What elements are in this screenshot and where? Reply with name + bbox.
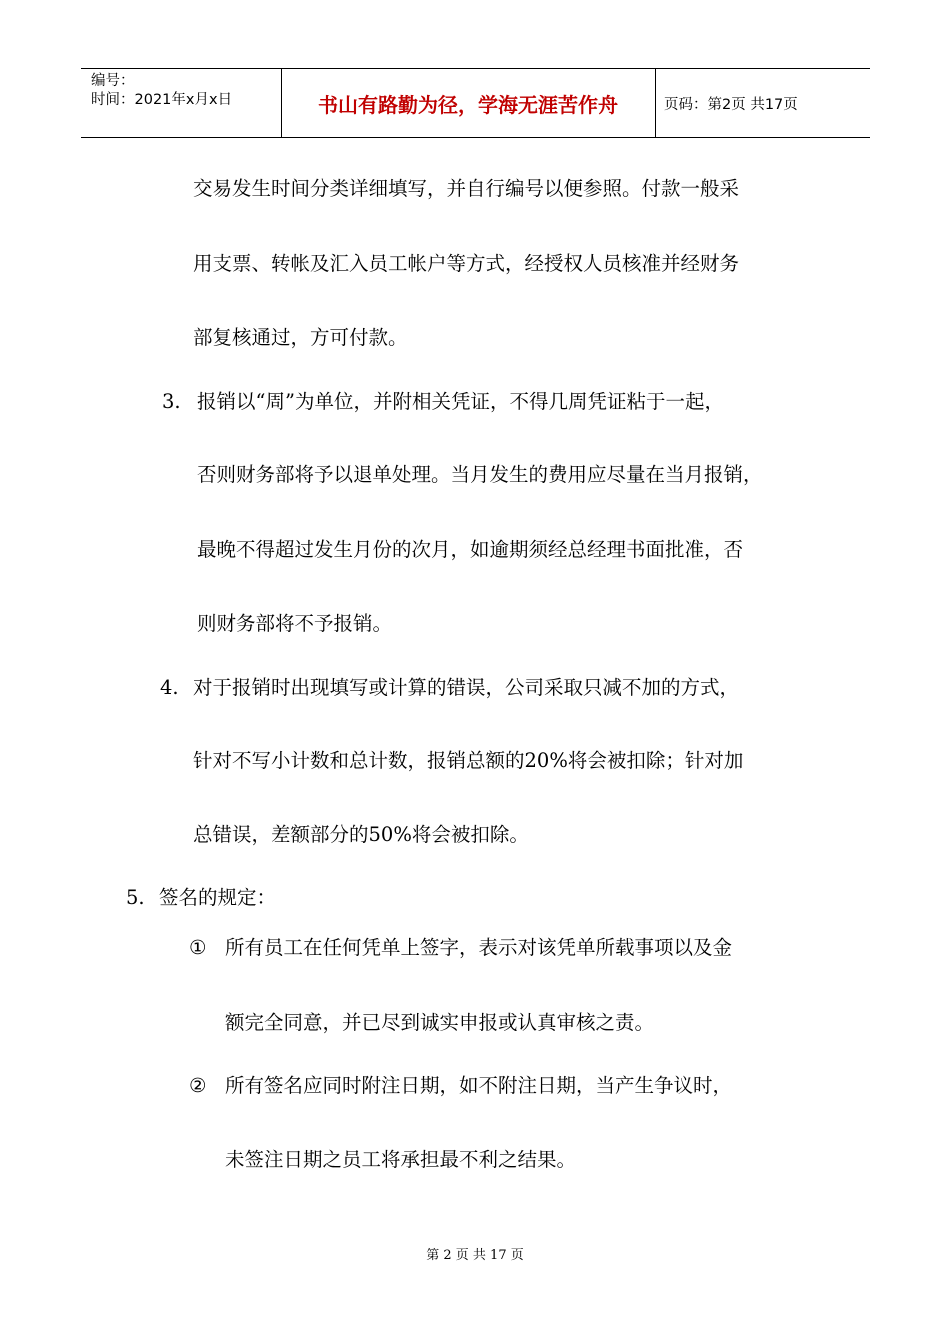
text-line: 所有签名应同时附注日期，如不附注日期，当产生争议时， xyxy=(225,1074,733,1097)
item-number: 4. xyxy=(160,676,179,699)
header-motto: 书山有路勤为径，学海无涯苦作舟 xyxy=(318,92,618,117)
text-line: 否则财务部将予以退单处理。当月发生的费用应尽量在当月报销， xyxy=(197,463,763,486)
item-number: 5. xyxy=(126,886,145,909)
page-header xyxy=(81,68,870,138)
text-line: 额完全同意，并已尽到诚实申报或认真审核之责。 xyxy=(225,1011,655,1034)
doc-time: 时间：2021年x月x日 xyxy=(91,92,233,108)
text-line: 则财务部将不予报销。 xyxy=(197,612,393,635)
item-number: 3. xyxy=(162,390,181,413)
text-line: 针对不写小计数和总计数，报销总额的20%将会被扣除；针对加 xyxy=(193,749,744,772)
text-line: 用支票、转帐及汇入员工帐户等方式，经授权人员核准并经财务 xyxy=(193,252,740,275)
text-line: 所有员工在任何凭单上签字，表示对该凭单所载事项以及金 xyxy=(225,936,733,959)
header-info xyxy=(91,72,232,110)
text-line: 总错误，差额部分的50%将会被扣除。 xyxy=(193,823,529,846)
text-line: 最晚不得超过发生月份的次月，如逾期须经总经理书面批准，否 xyxy=(197,538,744,561)
header-divider xyxy=(281,69,282,137)
list-marker: ② xyxy=(189,1074,207,1097)
text-line: 对于报销时出现填写或计算的错误，公司采取只减不加的方式， xyxy=(193,676,740,699)
header-page-info: 页码：第2页 共17页 xyxy=(664,96,798,113)
text-line: 报销以“周”为单位，并附相关凭证，不得几周凭证粘于一起， xyxy=(197,390,724,413)
page-footer: 第 2 页 共 17 页 xyxy=(426,1248,524,1263)
doc-number: 编号： xyxy=(91,73,135,89)
section-title: 签名的规定： xyxy=(159,886,277,909)
text-line: 未签注日期之员工将承担最不利之结果。 xyxy=(225,1148,577,1171)
list-marker: ① xyxy=(189,936,207,959)
text-line: 部复核通过，方可付款。 xyxy=(193,326,408,349)
header-divider xyxy=(655,69,656,137)
text-line: 交易发生时间分类详细填写，并自行编号以便参照。付款一般采 xyxy=(193,177,740,200)
